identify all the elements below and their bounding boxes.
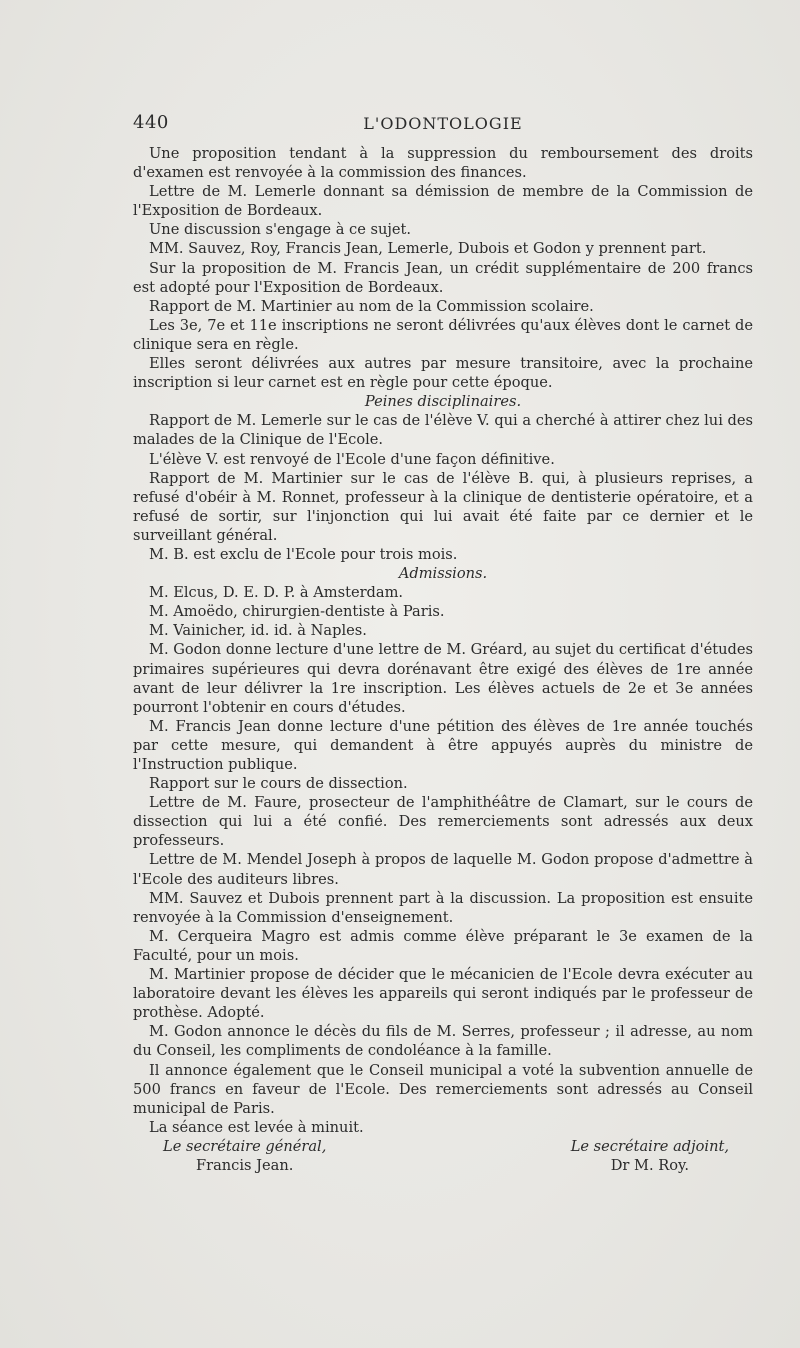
- body-text: [133, 144, 753, 1137]
- paragraph-dissection-report: Rapport sur le cours de dissection.: [149, 775, 408, 793]
- signature-right-title: Le secrétaire adjoint,: [570, 1137, 729, 1155]
- paragraph-mecanicien: M. Martinier propose de décider que le mécanicien de l'Ecole devra exécuter au laboratoire devant les élèves les appareils qui seront indiqués par le professeur de prothèse. Adopté.: [133, 966, 753, 1022]
- paragraph-b-excluded: M. B. est exclu de l'Ecole pour trois mois.: [149, 545, 458, 563]
- signature-assistant-secretary: [571, 1137, 729, 1175]
- paragraph-martinier-report: Rapport de M. Martinier au nom de la Commission scolaire.: [149, 297, 594, 315]
- paragraph-inscriptions: Les 3e, 7e et 11e inscriptions ne seront délivrées qu'aux élèves dont le carnet de clinique sera en règle.: [133, 316, 753, 353]
- admission-vainicher: M. Vainicher, id. id. à Naples.: [149, 622, 367, 640]
- paragraph-sauvez-dubois: MM. Sauvez et Dubois prennent part à la discussion. La proposition est ensuite renvoyée à la Commission d'enseignement.: [133, 889, 753, 926]
- signature-general-secretary: [163, 1137, 326, 1175]
- paragraph-greard-letter: M. Godon donne lecture d'une lettre de M. Gréard, au sujet du certificat d'études primaires supérieures qui devra dorénavant être exigé des élèves de 1re année avant de leur délivrer la 1re inscription. Les élèves actuels de 2e et 3e années pourront l'obtenir en cours d'études.: [133, 641, 753, 716]
- admission-amoedo: M. Amoëdo, chirurgien-dentiste à Paris.: [149, 603, 445, 621]
- paragraph-case-v: Rapport de M. Lemerle sur le cas de l'élève V. qui a cherché à attirer chez lui des malades de la Clinique de l'Ecole.: [133, 412, 753, 449]
- signature-right-name: Dr M. Roy.: [610, 1156, 689, 1174]
- section-heading-discipline: Peines disciplinaires.: [364, 393, 522, 411]
- page: [133, 112, 753, 1175]
- paragraph-subvention: Il annonce également que le Conseil municipal a voté la subvention annuelle de 500 francs en faveur de l'Ecole. Des remerciements sont adressés au Conseil municipal de Paris.: [133, 1061, 753, 1117]
- signature-left-title: Le secrétaire général,: [163, 1137, 327, 1155]
- paragraph-discussion: Une discussion s'engage à ce sujet.: [149, 221, 412, 239]
- page-number: 440: [133, 112, 169, 133]
- admission-elcus: M. Elcus, D. E. D. P. à Amsterdam.: [149, 584, 404, 602]
- paragraph-case-b: Rapport de M. Martinier sur le cas de l'élève B. qui, à plusieurs reprises, a refusé d'obéir à M. Ronnet, professeur à la clinique de dentisterie opératoire, et a refusé de sortir, sur l'injonction qui lui avait été faite par ce dernier et le surveillant général.: [133, 469, 753, 544]
- journal-title: L'ODONTOLOGIE: [363, 114, 523, 133]
- paragraph-participants: MM. Sauvez, Roy, Francis Jean, Lemerle, Dubois et Godon y prennent part.: [149, 240, 707, 258]
- paragraph-condolences: M. Godon annonce le décès du fils de M. Serres, professeur ; il adresse, au nom du Conseil, les compliments de condoléance à la famille.: [133, 1023, 753, 1060]
- section-heading-admissions: Admissions.: [398, 565, 488, 583]
- paragraph-finances: Une proposition tendant à la suppression du remboursement des droits d'examen est renvoyée à la commission des finances.: [133, 145, 753, 182]
- running-head: [133, 112, 753, 144]
- paragraph-faure-letter: Lettre de M. Faure, prosecteur de l'amphithéâtre de Clamart, sur le cours de dissection qui lui a été confié. Des remerciements sont adressés aux deux professeurs.: [133, 794, 753, 850]
- paragraph-petition: M. Francis Jean donne lecture d'une pétition des élèves de 1re année touchés par cette mesure, qui demandent à être appuyés auprès du ministre de l'Instruction publique.: [133, 717, 753, 773]
- paragraph-credit: Sur la proposition de M. Francis Jean, un crédit supplémentaire de 200 francs est adopté pour l'Exposition de Bordeaux.: [133, 259, 753, 296]
- paragraph-v-expelled: L'élève V. est renvoyé de l'Ecole d'une façon définitive.: [149, 450, 555, 468]
- signature-left-name: Francis Jean.: [195, 1156, 294, 1174]
- signatures: [133, 1137, 753, 1175]
- paragraph-closing: La séance est levée à minuit.: [149, 1118, 364, 1136]
- paragraph-lemerle-letter: Lettre de M. Lemerle donnant sa démission de membre de la Commission de l'Exposition de Bordeaux.: [133, 183, 753, 220]
- paragraph-transitional: Elles seront délivrées aux autres par mesure transitoire, avec la prochaine inscription si leur carnet est en règle pour cette époque.: [133, 355, 753, 392]
- paragraph-cerqueira: M. Cerqueira Magro est admis comme élève préparant le 3e examen de la Faculté, pour un mois.: [133, 927, 753, 964]
- paragraph-joseph-letter: Lettre de M. Mendel Joseph à propos de laquelle M. Godon propose d'admettre à l'Ecole des auditeurs libres.: [133, 851, 753, 888]
